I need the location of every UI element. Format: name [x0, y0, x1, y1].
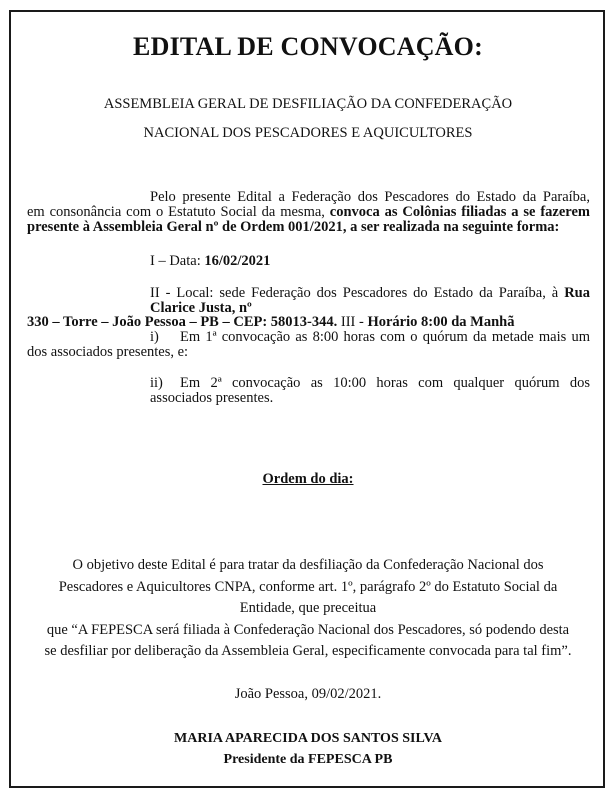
- document-title: EDITAL DE CONVOCAÇÃO:: [133, 32, 483, 61]
- objetivo-line-2: Pescadores e Aquicultores CNPA, conforme art. 1º, parágrafo 2º do Estatuto Social da: [58, 579, 558, 595]
- intro-line-2-bold: convoca as Colônias filiadas a se fazerem: [329, 204, 590, 220]
- ordem-do-dia-text: Ordem do dia:: [262, 471, 354, 487]
- horario-value: Horário 8:00 da Manhã: [367, 314, 515, 330]
- objetivo-line-3: Entidade, que preceitua: [239, 600, 377, 616]
- subtitle-line-2: NACIONAL DOS PESCADORES E AQUICULTORES: [143, 125, 473, 141]
- local-street-start: Rua: [564, 285, 590, 301]
- place-date: João Pessoa, 09/02/2021.: [234, 686, 382, 702]
- intro-line-2: [27, 205, 590, 220]
- local-line-3: [27, 315, 514, 330]
- subtitle-line-1: ASSEMBLEIA GERAL DE DESFILIAÇÃO DA CONFEDERAÇÃO: [103, 96, 513, 112]
- intro-line-2-text: em consonância com o Estatuto Social da mesma,: [27, 204, 330, 220]
- convocacao-1-line-1: Em 1ª convocação as 8:00 horas com o quórum da metade mais um: [180, 329, 590, 345]
- convocacao-1-marker: i): [150, 329, 159, 345]
- objetivo-line-1: O objetivo deste Edital é para tratar da desfiliação da Confederação Nacional dos: [72, 557, 544, 573]
- convocacao-2-line-2: associados presentes.: [150, 390, 274, 406]
- objetivo-line-5: se desfiliar por deliberação da Assembleia Geral, especificamente convocada para tal fim”.: [44, 643, 572, 659]
- local-address: 330 – Torre – João Pessoa – PB – CEP: 58013-344.: [27, 314, 338, 330]
- signature-name: MARIA APARECIDA DOS SANTOS SILVA: [174, 731, 442, 746]
- intro-line-3: [27, 220, 590, 235]
- ordem-do-dia-heading: [0, 472, 616, 487]
- horario-prefix: III -: [337, 314, 368, 330]
- convocacao-1-line-2: dos associados presentes, e:: [27, 344, 189, 360]
- convocacao-2-line-1: Em 2ª convocação as 10:00 horas com qualquer quórum dos: [180, 375, 590, 391]
- signature-role: Presidente da FEPESCA PB: [223, 752, 393, 767]
- intro-line-3-bold: presente à Assembleia Geral nº de Ordem 001/2021, a ser realizada na seguinte forma:: [27, 219, 560, 235]
- objetivo-line-4: que “A FEPESCA será filiada à Confederação Nacional dos Pescadores, só podendo desta: [46, 622, 570, 638]
- date-value: 16/02/2021: [204, 253, 271, 269]
- local-line-1: [150, 286, 590, 301]
- intro-line-1: Pelo presente Edital a Federação dos Pescadores do Estado da Paraíba,: [150, 189, 590, 205]
- date-item: [150, 254, 270, 269]
- local-label: II - Local: sede Federação dos Pescadores do Estado da Paraíba, à: [150, 285, 565, 301]
- local-street-name: Clarice Justa, nº: [150, 300, 252, 316]
- convocacao-2-marker: ii): [150, 375, 163, 391]
- date-label: I – Data:: [150, 253, 205, 269]
